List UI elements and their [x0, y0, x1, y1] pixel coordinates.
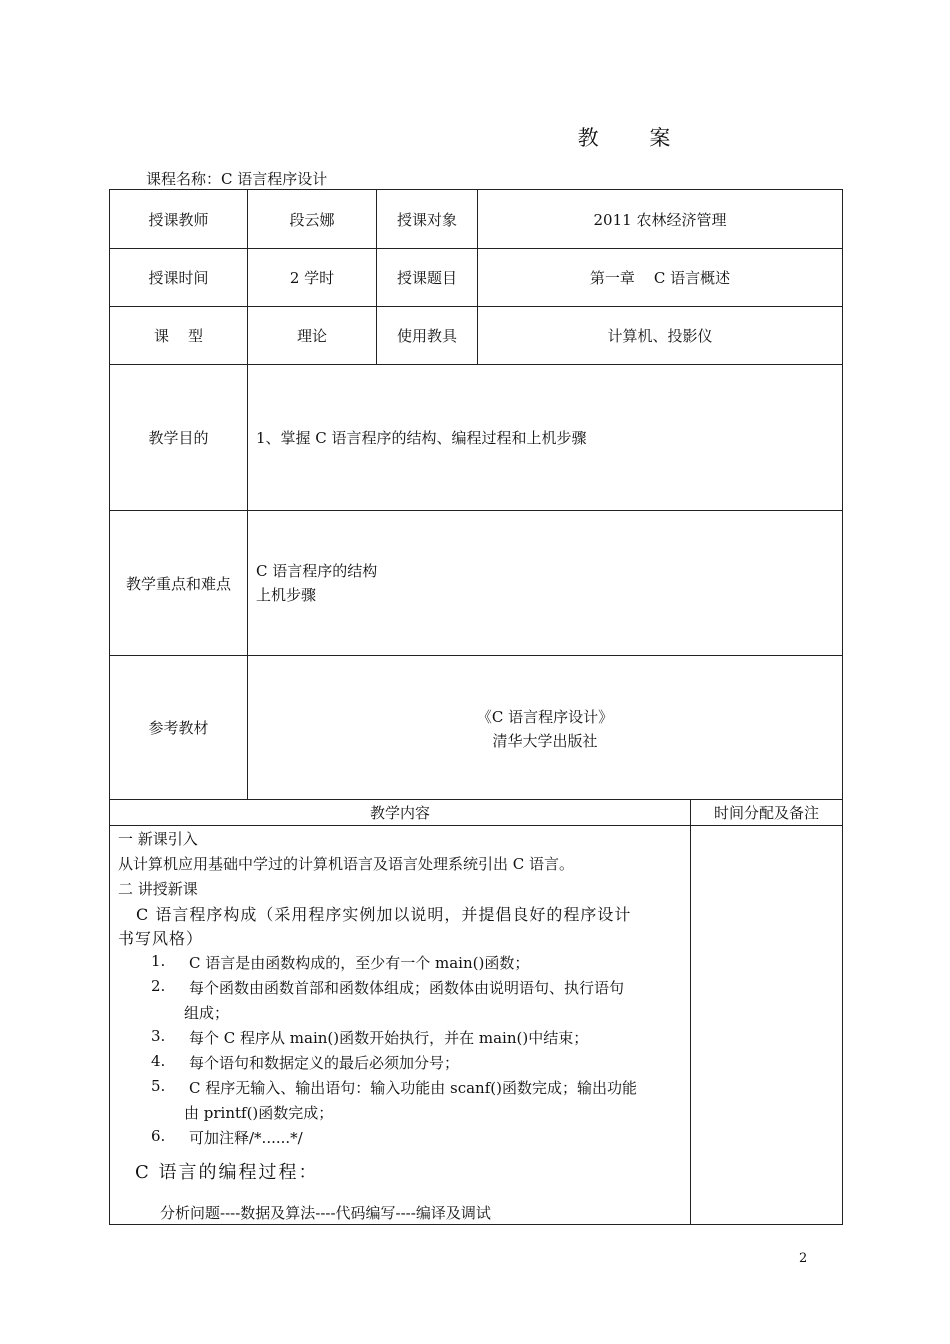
goal-label: 教学目的 — [148, 429, 209, 447]
item-number: 3. — [151, 1027, 166, 1045]
notes-header: 时间分配及备注 — [713, 804, 819, 822]
type-label: 课 型 — [153, 327, 204, 345]
table-divider — [109, 825, 843, 826]
section-2-intro: C 语言程序构成（采用程序实例加以说明，并提倡良好的程序设计 — [136, 905, 632, 924]
item-text-cont: 组成； — [184, 1004, 230, 1022]
item-text: 每个函数由函数首部和函数体组成；函数体由说明语句、执行语句 — [189, 979, 625, 997]
item-text: C 程序无输入、输出语句：输入功能由 scanf()函数完成；输出功能 — [189, 1079, 637, 1097]
teacher-label: 授课教师 — [148, 210, 209, 229]
section-1-title: 一 新课引入 — [118, 830, 198, 848]
process-steps: 分析问题----数据及算法----代码编写----编译及调试 — [160, 1204, 491, 1222]
table-border-bottom — [109, 1224, 843, 1225]
keypoints-line-2: 上机步骤 — [256, 586, 317, 604]
teacher-value: 段云娜 — [289, 210, 335, 229]
reference-title: 《C 语言程序设计》 — [476, 707, 614, 726]
item-text: 每个 C 程序从 main()函数开始执行，并在 main()中结束； — [189, 1029, 589, 1047]
target-label: 授课对象 — [396, 210, 457, 229]
time-value: 2 学时 — [289, 269, 335, 287]
reference-label: 参考教材 — [148, 719, 209, 737]
item-number: 2. — [151, 977, 166, 995]
topic-label: 授课题目 — [396, 269, 457, 287]
document-title: 教 案 — [577, 126, 693, 150]
table-column-divider — [690, 799, 691, 1225]
item-number: 5. — [151, 1077, 166, 1095]
item-text: 可加注释/*......*/ — [189, 1129, 303, 1147]
section-1-text: 从计算机应用基础中学过的计算机语言及语言处理系统引出 C 语言。 — [118, 855, 575, 873]
section-2-intro-cont: 书写风格） — [118, 929, 204, 948]
keypoints-line-1: C 语言程序的结构 — [256, 562, 378, 580]
type-value: 理论 — [296, 327, 327, 345]
target-value: 2011 农林经济管理 — [593, 210, 727, 229]
keypoints-label: 教学重点和难点 — [125, 574, 231, 593]
item-number: 1. — [151, 952, 166, 970]
item-text: C 语言是由函数构成的，至少有一个 main()函数； — [189, 954, 530, 972]
tools-value: 计算机、投影仪 — [607, 327, 713, 345]
item-text-cont: 由 printf()函数完成； — [184, 1104, 334, 1122]
item-number: 4. — [151, 1052, 166, 1070]
content-header: 教学内容 — [369, 804, 430, 822]
item-text: 每个语句和数据定义的最后必须加分号； — [189, 1054, 460, 1072]
process-title: C 语言的编程过程： — [135, 1162, 319, 1183]
course-name: 课程名称：C 语言程序设计 — [146, 170, 328, 188]
reference-publisher: 清华大学出版社 — [492, 731, 598, 750]
goal-value: 1、掌握 C 语言程序的结构、编程过程和上机步骤 — [256, 429, 587, 447]
item-number: 6. — [151, 1127, 166, 1145]
page-number: 2 — [799, 1251, 808, 1266]
table-border-right — [842, 189, 843, 1225]
section-2-title: 二 讲授新课 — [118, 880, 198, 898]
time-label: 授课时间 — [148, 269, 209, 287]
tools-label: 使用教具 — [396, 327, 457, 345]
topic-value: 第一章 C 语言概述 — [589, 269, 731, 287]
